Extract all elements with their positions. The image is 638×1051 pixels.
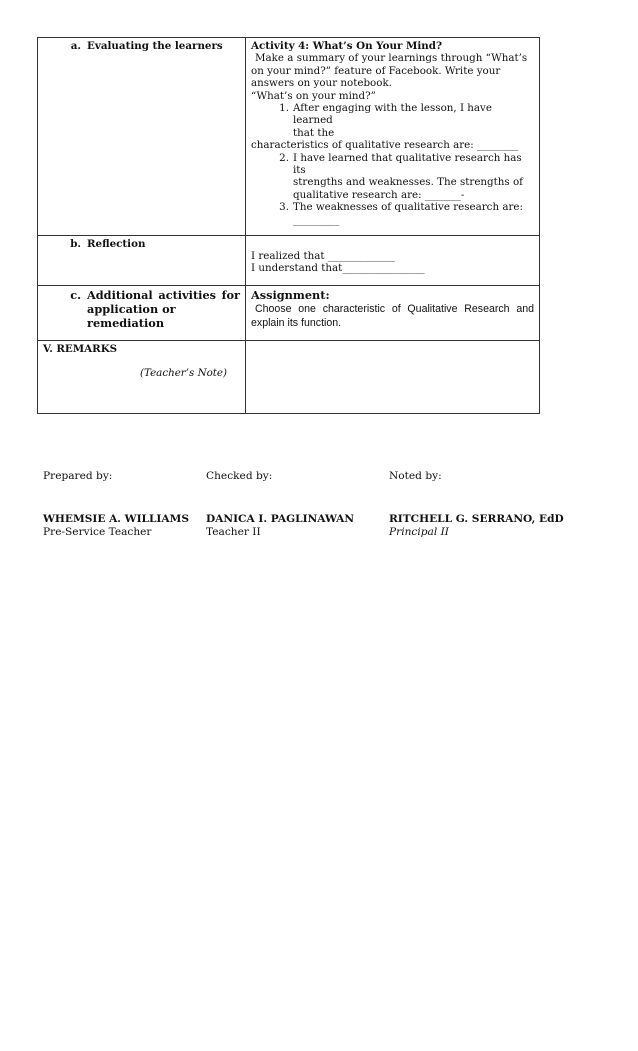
activity-prompt: “What’s on your mind?” <box>251 89 376 102</box>
noter-name: RITCHELL G. SERRANO, EdD <box>389 513 564 525</box>
noter-role: Principal II <box>389 526 449 538</box>
additional-content-cell <box>246 286 540 341</box>
additional-label-line1: Additional activities for <box>87 288 240 302</box>
remarks-label-cell <box>38 341 246 414</box>
prepared-by-heading: Prepared by: <box>43 470 113 482</box>
additional-label-cell <box>38 286 246 341</box>
assignment-line1: Choose one characteristic of Qualitative Research and <box>255 303 534 315</box>
list-item <box>251 102 534 139</box>
noted-by-heading: Noted by: <box>389 470 442 482</box>
preparer-name: WHEMSIE A. WILLIAMS <box>43 513 189 525</box>
reflection-letter: b. <box>70 238 81 250</box>
reflection-content-cell <box>246 236 540 286</box>
additional-label-line2: application or remediation <box>87 302 176 330</box>
list-item-line: The weaknesses of qualitative research are: <box>293 201 523 214</box>
reflection-row <box>38 236 540 286</box>
evaluating-row <box>38 38 540 236</box>
checker-signature <box>206 513 354 539</box>
list-item-line: that the <box>293 126 335 139</box>
activity-intro-line1: Make a summary of your learnings through “What’s <box>255 52 528 65</box>
remarks-label: V. REMARKS <box>43 343 118 355</box>
list-item-number: 2. <box>279 151 289 164</box>
list-item-line: qualitative research are: _______- <box>293 188 465 201</box>
reflection-line2: I understand that________________ <box>251 262 425 275</box>
activity-intro-line2: on your mind?” feature of Facebook. Write your <box>251 64 501 77</box>
lesson-plan-table <box>37 37 540 414</box>
checker-name: DANICA I. PAGLINAWAN <box>206 513 355 525</box>
list-item-number: 3. <box>279 201 289 214</box>
assignment-line2: explain its function. <box>251 317 342 329</box>
list-item-line: I have learned that qualitative research has its <box>293 151 522 177</box>
list-item-line: After engaging with the lesson, I have learned <box>293 102 492 127</box>
list-item-number: 1. <box>279 102 289 115</box>
checker-role: Teacher II <box>206 526 261 538</box>
preparer-signature <box>43 513 189 539</box>
activity-intro-line3: answers on your notebook. <box>251 77 392 90</box>
list-item <box>251 152 534 202</box>
teacher-note: (Teacher’s Note) <box>140 367 228 380</box>
preparer-role: Pre-Service Teacher <box>43 526 152 538</box>
evaluating-content-cell <box>246 38 540 236</box>
activity-title: Activity 4: What’s On Your Mind? <box>251 40 443 52</box>
reflection-line1: I realized that _____________ <box>251 250 395 262</box>
noter-signature <box>389 513 564 539</box>
remarks-row <box>38 341 540 414</box>
evaluating-label-cell <box>38 38 246 236</box>
reflection-label-cell <box>38 236 246 286</box>
list-item-line: _________ <box>293 213 340 226</box>
additional-letter: c. <box>70 288 81 302</box>
additional-row <box>38 286 540 341</box>
evaluating-label: Evaluating the learners <box>87 40 223 52</box>
evaluating-letter: a. <box>70 40 81 52</box>
reflection-label: Reflection <box>87 238 146 250</box>
list-item-line: strengths and weaknesses. The strengths of <box>293 176 523 189</box>
continuation-line: characteristics of qualitative research are: ________ <box>251 139 519 152</box>
assignment-title: Assignment: <box>251 288 330 302</box>
list-item <box>251 201 534 226</box>
checked-by-heading: Checked by: <box>206 470 273 482</box>
remarks-content-cell <box>246 341 540 414</box>
